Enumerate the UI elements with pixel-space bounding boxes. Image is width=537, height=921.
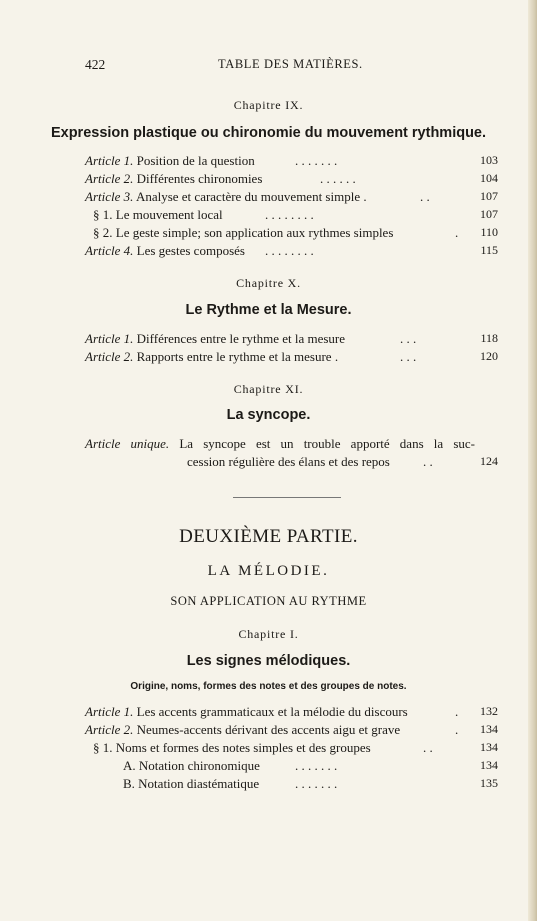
toc-entry-prefix: Article 2. — [85, 349, 134, 364]
toc-entry-unique-line1 — [85, 436, 475, 452]
toc-entry-prefix: Article unique. — [85, 436, 170, 451]
chapter-x-label: Chapitre X. — [236, 276, 301, 290]
toc-entry-page: 135 — [480, 776, 498, 790]
toc-entry-prefix: Article 1. — [85, 331, 134, 346]
toc-entry-text: Analyse et caractère du mouvement simple . — [135, 189, 367, 204]
toc-entry-page: 124 — [480, 454, 498, 468]
toc-entry — [85, 331, 498, 349]
toc-entry-leader: . — [455, 225, 459, 240]
chapter-xi-label: Chapitre XI. — [233, 382, 304, 396]
toc-entry-page: 115 — [480, 243, 498, 257]
toc-entry-leader: . — [455, 704, 459, 719]
toc-entry — [85, 153, 498, 171]
toc-entry — [85, 171, 498, 189]
toc-entry-page: 134 — [480, 758, 498, 772]
toc-entry — [85, 740, 498, 758]
chapter-i-title: Les signes mélodiques. — [186, 653, 351, 669]
toc-entry-leader: . . — [423, 454, 433, 469]
toc-entry-text: § 2. Le geste simple; son application aux rythmes simples — [93, 225, 394, 240]
toc-entry-prefix: Article 3. — [85, 189, 134, 204]
toc-entry-page: 134 — [480, 722, 498, 736]
toc-entry-text: Rapports entre le rythme et la mesure . — [136, 349, 339, 364]
toc-entry-page: 134 — [480, 740, 498, 754]
toc-entry-leader: . . . . . . . . — [265, 243, 314, 258]
toc-entry — [85, 758, 498, 776]
toc-entry — [85, 722, 498, 740]
toc-entry-text: B. Notation diastématique — [123, 776, 260, 791]
toc-entry-page: 110 — [480, 225, 498, 239]
chapter-x-title: Le Rythme et la Mesure. — [185, 302, 352, 318]
toc-entry-text: Différentes chironomies — [136, 171, 263, 186]
toc-entry — [85, 454, 498, 472]
chapter-ix-title: Expression plastique ou chironomie du mouvement rythmique. — [50, 125, 487, 141]
running-title: TABLE DES MATIÈRES. — [218, 57, 363, 71]
toc-entry-leader: . . . . . . . — [295, 758, 338, 773]
part-subtitle: LA MÉLODIE. — [207, 563, 330, 579]
toc-entry-page: 107 — [480, 207, 498, 221]
chapter-ix-label: Chapitre IX. — [233, 98, 304, 112]
toc-entry-text: A. Notation chironomique — [123, 758, 260, 773]
toc-entry-page: 107 — [480, 189, 498, 203]
toc-entry-leader: . . — [423, 740, 433, 755]
toc-entry-text: Différences entre le rythme et la mesure — [136, 331, 346, 346]
toc-entry — [85, 243, 498, 261]
section-divider — [233, 497, 341, 498]
toc-entry-leader: . . . . . . . — [295, 776, 338, 791]
toc-entry — [85, 207, 498, 225]
toc-entry-text-continued: cession régulière des élans et des repos — [187, 454, 390, 469]
chapter-i-subtitle: Origine, noms, formes des notes et des groupes de notes. — [130, 681, 407, 692]
part-application: SON APPLICATION AU RYTHME — [170, 594, 367, 608]
toc-entry — [85, 704, 498, 722]
toc-entry-text: Neumes-accents dérivant des accents aigu et grave — [136, 722, 401, 737]
toc-entry — [85, 225, 498, 243]
toc-entry-prefix: Article 2. — [85, 171, 134, 186]
toc-entry-text: § 1. Noms et formes des notes simples et des groupes — [93, 740, 371, 755]
toc-entry-page: 118 — [480, 331, 498, 345]
toc-entry — [85, 776, 498, 794]
toc-entry-page: 120 — [480, 349, 498, 363]
toc-entry-text: Les gestes composés — [136, 243, 245, 258]
toc-entry-leader: . . — [420, 189, 430, 204]
toc-entry-leader: . — [455, 722, 459, 737]
toc-entry-prefix: Article 4. — [85, 243, 134, 258]
toc-entry — [85, 349, 498, 367]
toc-entry-prefix: Article 2. — [85, 722, 134, 737]
part-title: DEUXIÈME PARTIE. — [179, 526, 358, 547]
toc-entry — [85, 189, 498, 207]
toc-entry-page: 104 — [480, 171, 498, 185]
toc-entry-text: Les accents grammaticaux et la mélodie du discours — [136, 704, 408, 719]
toc-entry-text: La syncope est un trouble apporté dans la suc- — [179, 436, 475, 451]
page-number: 422 — [85, 57, 106, 72]
toc-entry-prefix: Article 1. — [85, 153, 134, 168]
toc-entry-leader: . . . . . . . . — [265, 207, 314, 222]
toc-entry-prefix: Article 1. — [85, 704, 134, 719]
chapter-xi-title: La syncope. — [226, 407, 311, 423]
chapter-i-label: Chapitre I. — [238, 627, 299, 641]
toc-entry-leader: . . . . . . — [320, 171, 356, 186]
toc-entry-page: 103 — [480, 153, 498, 167]
toc-entry-text: § 1. Le mouvement local — [93, 207, 223, 222]
toc-entry-leader: . . . — [400, 331, 417, 346]
toc-entry-leader: . . . — [400, 349, 417, 364]
toc-entry-leader: . . . . . . . — [295, 153, 338, 168]
toc-entry-text: Position de la question — [136, 153, 255, 168]
toc-entry-page: 132 — [480, 704, 498, 718]
